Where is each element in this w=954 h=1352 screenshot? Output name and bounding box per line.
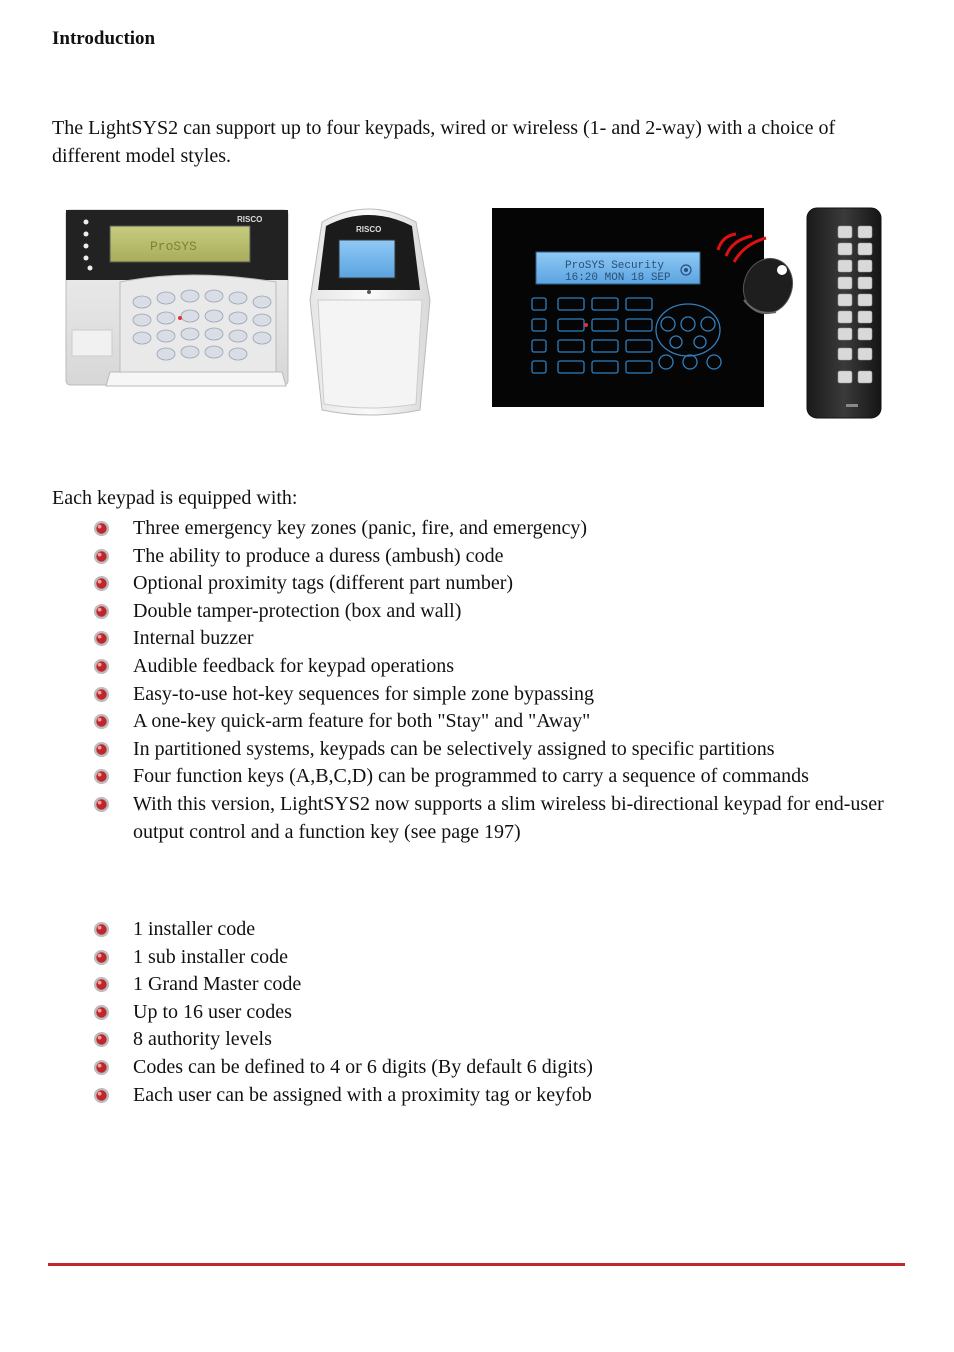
list-item-text: Four function keys (A,B,C,D) can be programmed to carry a sequence of commands bbox=[133, 765, 809, 788]
keypad-images bbox=[0, 0, 954, 430]
list-item bbox=[92, 515, 900, 543]
list-item-text: Each user can be assigned with a proximity tag or keyfob bbox=[133, 1083, 592, 1106]
section-heading: Introduction bbox=[52, 28, 156, 49]
panda-keypad-image bbox=[310, 209, 430, 415]
intro-paragraph: The LightSYS2 can support up to four keypads, wired or wireless (1- and 2-way) with a choice of different model styles. bbox=[52, 117, 836, 167]
list-item bbox=[92, 1082, 900, 1110]
list-item-text: 1 Grand Master code bbox=[133, 973, 302, 996]
list-item bbox=[92, 944, 900, 972]
list-item bbox=[92, 736, 900, 764]
list-item bbox=[92, 653, 900, 681]
bullet-icon bbox=[93, 575, 110, 592]
bullet-icon bbox=[93, 949, 110, 966]
list-item bbox=[92, 598, 900, 626]
list-item bbox=[92, 763, 900, 791]
list-item bbox=[92, 543, 900, 571]
bullet-icon bbox=[93, 713, 110, 730]
bullet-icon bbox=[93, 741, 110, 758]
touch-screen-line2: 16:20 MON 18 SEP bbox=[565, 272, 671, 284]
touch-keypad-image bbox=[492, 208, 800, 407]
panda-brand: RISCO bbox=[356, 225, 382, 234]
list-item-text: Audible feedback for keypad operations bbox=[133, 654, 454, 677]
list-item-text: 1 installer code bbox=[133, 918, 256, 940]
code-list bbox=[92, 916, 900, 1109]
list-item-text: With this version, LightSYS2 now supports a slim wireless bi-directional keypad for end-user output control and a function key (see page 197) bbox=[133, 792, 884, 843]
touch-screen-line1: ProSYS Security bbox=[565, 260, 665, 272]
list-item bbox=[92, 1026, 900, 1054]
list-item bbox=[92, 570, 900, 598]
list-item-text: Optional proximity tags (different part number) bbox=[133, 572, 514, 595]
bullet-icon bbox=[93, 630, 110, 647]
list-item bbox=[92, 1054, 900, 1082]
bullet-icon bbox=[93, 921, 110, 938]
list-item-text: Up to 16 user codes bbox=[133, 1000, 292, 1023]
features-lead: Each keypad is equipped with: bbox=[52, 487, 298, 509]
list-item-text: Internal buzzer bbox=[133, 627, 254, 650]
lcd-brand: RISCO bbox=[237, 215, 263, 224]
feature-list bbox=[92, 515, 900, 846]
bullet-icon bbox=[93, 548, 110, 565]
list-item bbox=[92, 916, 900, 944]
bullet-icon bbox=[93, 1031, 110, 1048]
bullet-icon bbox=[93, 603, 110, 620]
list-item-text: 1 sub installer code bbox=[133, 945, 288, 968]
list-item bbox=[92, 999, 900, 1027]
bullet-icon bbox=[93, 658, 110, 675]
list-item-text: Codes can be defined to 4 or 6 digits (By default 6 digits) bbox=[133, 1055, 593, 1078]
list-item-text: 8 authority levels bbox=[133, 1028, 272, 1051]
bullet-icon bbox=[93, 796, 110, 813]
bullet-icon bbox=[93, 976, 110, 993]
bullet-icon bbox=[93, 1004, 110, 1021]
list-item bbox=[92, 791, 900, 846]
footer-rule bbox=[48, 1263, 905, 1266]
slim-keypad-image bbox=[807, 208, 881, 418]
lcd-keypad-image bbox=[66, 210, 288, 386]
list-item-text: Double tamper-protection (box and wall) bbox=[133, 599, 462, 622]
list-item-text: A one-key quick-arm feature for both "Stay" and "Away" bbox=[133, 710, 591, 733]
list-item bbox=[92, 708, 900, 736]
bullet-icon bbox=[93, 686, 110, 703]
lcd-screen-text: ProSYS bbox=[150, 239, 197, 254]
list-item-text: Easy-to-use hot-key sequences for simple zone bypassing bbox=[133, 682, 594, 705]
bullet-icon bbox=[93, 1087, 110, 1104]
list-item-text: In partitioned systems, keypads can be selectively assigned to specific partitions bbox=[133, 737, 775, 760]
list-item bbox=[92, 625, 900, 653]
list-item bbox=[92, 681, 900, 709]
list-item-text: Three emergency key zones (panic, fire, and emergency) bbox=[133, 517, 588, 539]
bullet-icon bbox=[93, 768, 110, 785]
list-item bbox=[92, 971, 900, 999]
list-item-text: The ability to produce a duress (ambush) code bbox=[133, 544, 504, 567]
bullet-icon bbox=[93, 1059, 110, 1076]
bullet-icon bbox=[93, 520, 110, 537]
